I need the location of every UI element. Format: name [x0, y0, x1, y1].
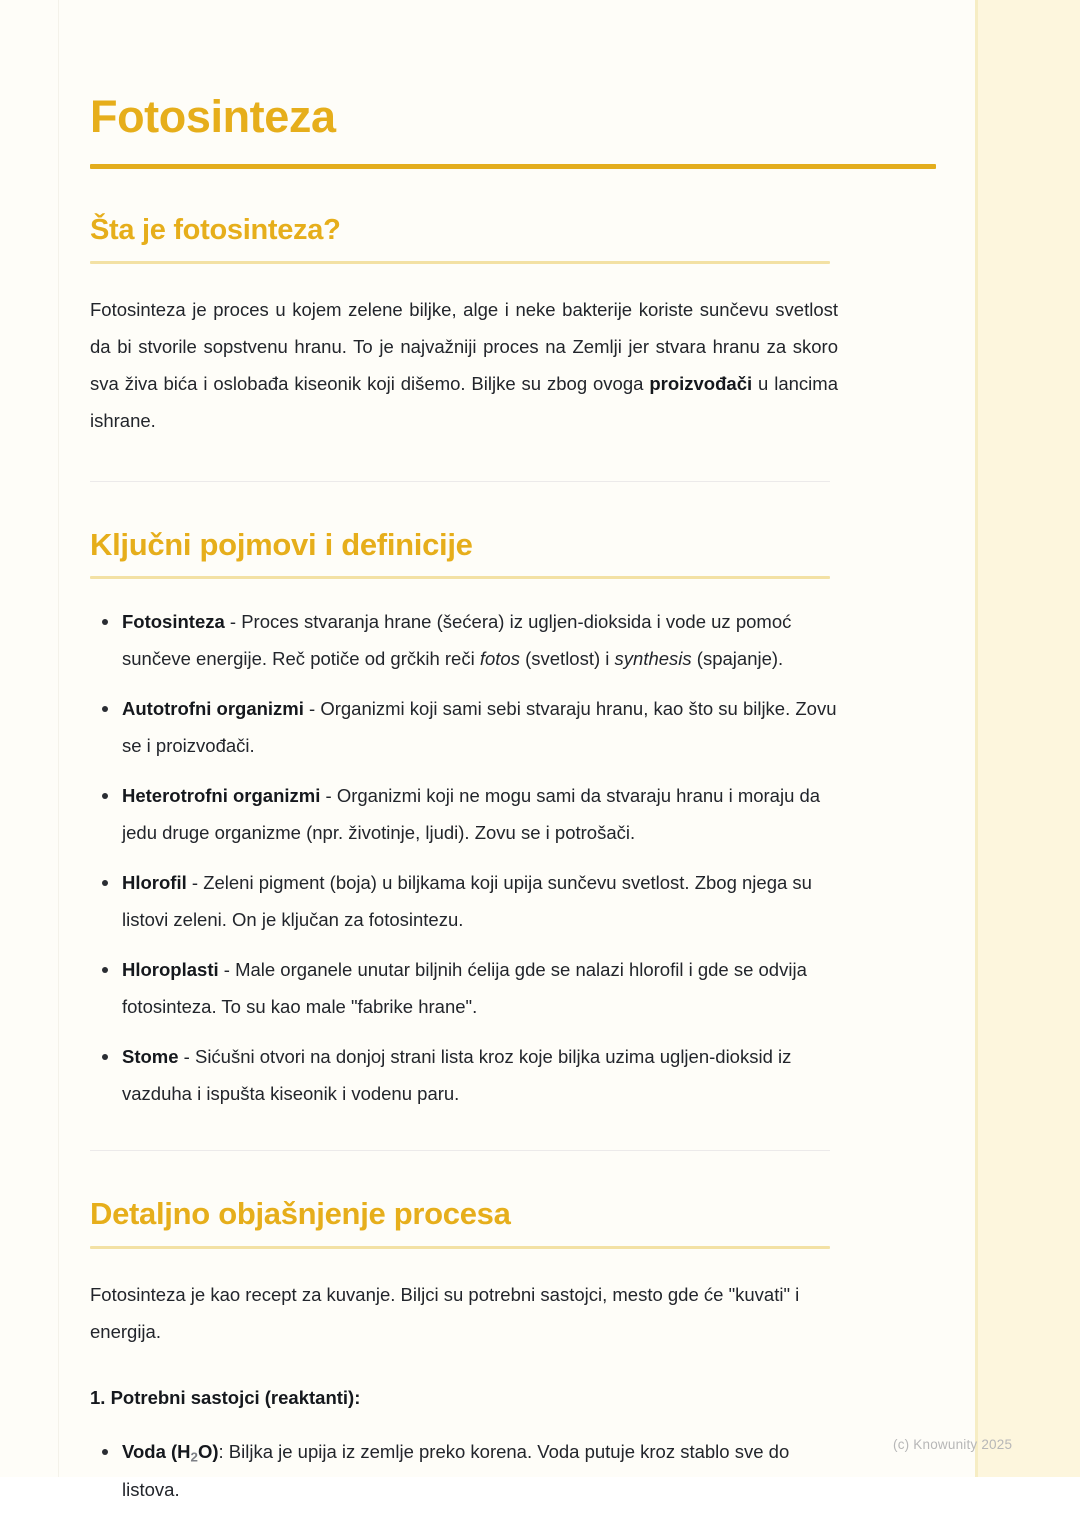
list-item [90, 951, 838, 1025]
list-item [90, 1433, 838, 1508]
term-text-a: - Zeleni pigment (boja) u biljkama koji upija sunčevu svetlost. Zbog njega su listovi zeleni. On je ključan za fotosintezu. [122, 872, 812, 931]
term-label-pre: Voda (H [122, 1440, 191, 1462]
process-paragraph: Fotosinteza je kao recept za kuvanje. Biljci su potrebni sastojci, mesto gde će "kuvati" i energija. [90, 1283, 800, 1342]
page-title: Fotosinteza [90, 91, 336, 142]
term-label-post: O) [197, 1440, 219, 1462]
watermark: (c) Knowunity 2025 [893, 1437, 1013, 1452]
section-heading-detaljno-objasnjenje: Detaljno objašnjenje procesa [90, 1196, 511, 1232]
key-terms-list [90, 603, 838, 1112]
term-label: Hloroplasti [122, 959, 219, 981]
list-item [90, 864, 838, 938]
list-item [90, 603, 838, 677]
term-text-a: - Male organele unutar biljnih ćelija gde se nalazi hlorofil i gde se odvija fotosinteza. To su kao male "fabrike hrane". [122, 959, 807, 1018]
term-label: Hlorofil [122, 872, 187, 894]
list-item [90, 777, 838, 851]
reactants-list [90, 1433, 838, 1508]
term-italic-b: synthesis [614, 648, 692, 670]
intro-paragraph-part1: Fotosinteza je proces u kojem zelene biljke, alge i neke bakterije koriste sunčevu svetlost da bi stvorile sopstvenu hranu. To je najvažniji proces na Zemlji jer stvara hranu za skoro sva živa bića i oslobađa kiseonik koji dišemo. Biljke su zbog ovoga [90, 299, 838, 395]
term-label: Fotosinteza [122, 611, 225, 633]
term-text-b: (svetlost) i [519, 648, 615, 670]
term-text-c: (spajanje). [691, 648, 784, 670]
term-text-a: - Organizmi koji sami sebi stvaraju hranu, kao što su biljke. Zovu se i proizvođači. [122, 698, 837, 757]
term-label: Heterotrofni organizmi [122, 785, 321, 807]
list-item [90, 690, 838, 764]
document-content [90, 0, 838, 1508]
section-heading-sta-je-fotosinteza: Šta je fotosinteza? [90, 214, 341, 247]
intro-paragraph-part2: u lancima ishrane. [90, 373, 838, 432]
list-item [90, 1038, 838, 1112]
term-text-a: : Biljka je upija iz zemlje preko korena. Voda putuje kroz stablo sve do listova. [122, 1440, 790, 1501]
term-text-a: - Sićušni otvori na donjoj strani lista kroz koje biljka uzima ugljen-dioksid iz vazduha i ispušta kiseonik i vodenu paru. [122, 1046, 792, 1105]
right-side-strip [978, 0, 1080, 1477]
term-text-a: - Proces stvaranja hrane (šećera) iz ugljen-dioksida i vode uz pomoć sunčeve energije. Reč potiče od grčkih reči [122, 611, 792, 670]
section-heading-kljucni-pojmovi: Ključni pojmovi i definicije [90, 527, 473, 563]
term-italic-a: fotos [479, 648, 520, 670]
term-label [122, 1440, 219, 1465]
term-label: Stome [122, 1046, 179, 1068]
intro-paragraph-bold: proizvođači [649, 373, 753, 395]
step-heading-reaktanti: 1. Potrebni sastojci (reaktanti): [90, 1386, 361, 1408]
subscript-two: 2 [190, 1449, 198, 1465]
term-label: Autotrofni organizmi [122, 698, 304, 720]
left-margin-guide [58, 0, 59, 1477]
intro-paragraph [90, 291, 838, 439]
term-text-a: - Organizmi koji ne mogu sami da stvaraju hranu i moraju da jedu druge organizme (npr. životinje, ljudi). Zovu se i potrošači. [122, 785, 821, 844]
